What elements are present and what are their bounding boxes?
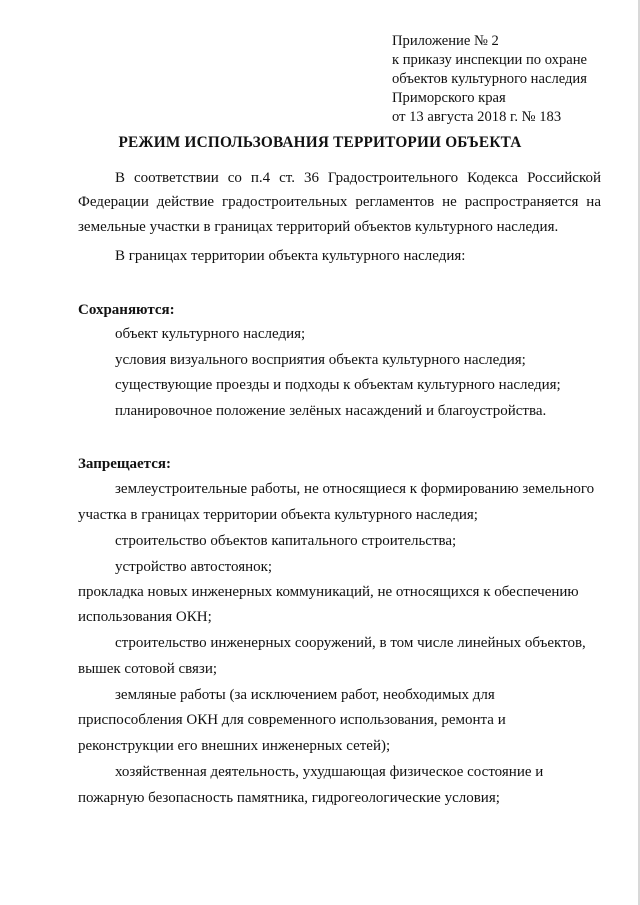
region-name: Приморского края bbox=[392, 90, 506, 106]
prohibited-line: строительство объектов капитального строительства; bbox=[115, 533, 457, 549]
prohibited-line: использования ОКН; bbox=[78, 609, 212, 625]
preserved-item: планировочное положение зелёных насаждений и благоустройства. bbox=[115, 403, 547, 419]
prohibited-line: строительство инженерных сооружений, в том числе линейных объектов, bbox=[115, 635, 586, 651]
prohibited-line: вышек сотовой связи; bbox=[78, 661, 218, 677]
prohibited-line: земляные работы (за исключением работ, необходимых для bbox=[115, 687, 495, 703]
prohibited-heading: Запрещается: bbox=[78, 456, 172, 472]
preserved-heading: Сохраняются: bbox=[78, 302, 175, 318]
document-title: РЕЖИМ ИСПОЛЬЗОВАНИЯ ТЕРРИТОРИИ ОБЪЕКТА bbox=[118, 134, 522, 151]
intro-line-1: В соответствии со п.4 ст. 36 Градостроительного Кодекса Российской bbox=[115, 170, 601, 186]
preserved-item: условия визуального восприятия объекта культурного наследия; bbox=[115, 352, 526, 368]
intro-line-2: Федерации действие градостроительных регламентов не распространяется на bbox=[78, 194, 601, 210]
order-date-number: от 13 августа 2018 г. № 183 bbox=[392, 109, 562, 125]
prohibited-line: пожарную безопасность памятника, гидрогеологические условия; bbox=[78, 790, 500, 806]
prohibited-line: приспособления ОКН для современного использования, ремонта и bbox=[78, 712, 506, 728]
intro-line-3: земельные участки в границах территорий объектов культурного наследия. bbox=[78, 219, 559, 235]
order-reference-cont: объектов культурного наследия bbox=[392, 71, 587, 87]
preserved-item: существующие проезды и подходы к объектам культурного наследия; bbox=[115, 377, 561, 393]
intro-paragraph-2: В границах территории объекта культурного наследия: bbox=[115, 248, 466, 264]
prohibited-line: землеустроительные работы, не относящиеся к формированию земельного bbox=[115, 481, 595, 497]
prohibited-line: устройство автостоянок; bbox=[115, 559, 273, 575]
prohibited-line: участка в границах территории объекта культурного наследия; bbox=[78, 507, 478, 523]
appendix-number: Приложение № 2 bbox=[392, 33, 499, 49]
prohibited-line: прокладка новых инженерных коммуникаций, не относящихся к обеспечению bbox=[78, 584, 579, 600]
appendix-header bbox=[392, 32, 622, 127]
preserved-item: объект культурного наследия; bbox=[115, 326, 306, 342]
order-reference: к приказу инспекции по охране bbox=[392, 52, 588, 68]
prohibited-line: реконструкции его внешних инженерных сетей); bbox=[78, 738, 391, 754]
prohibited-line: хозяйственная деятельность, ухудшающая физическое состояние и bbox=[115, 764, 544, 780]
